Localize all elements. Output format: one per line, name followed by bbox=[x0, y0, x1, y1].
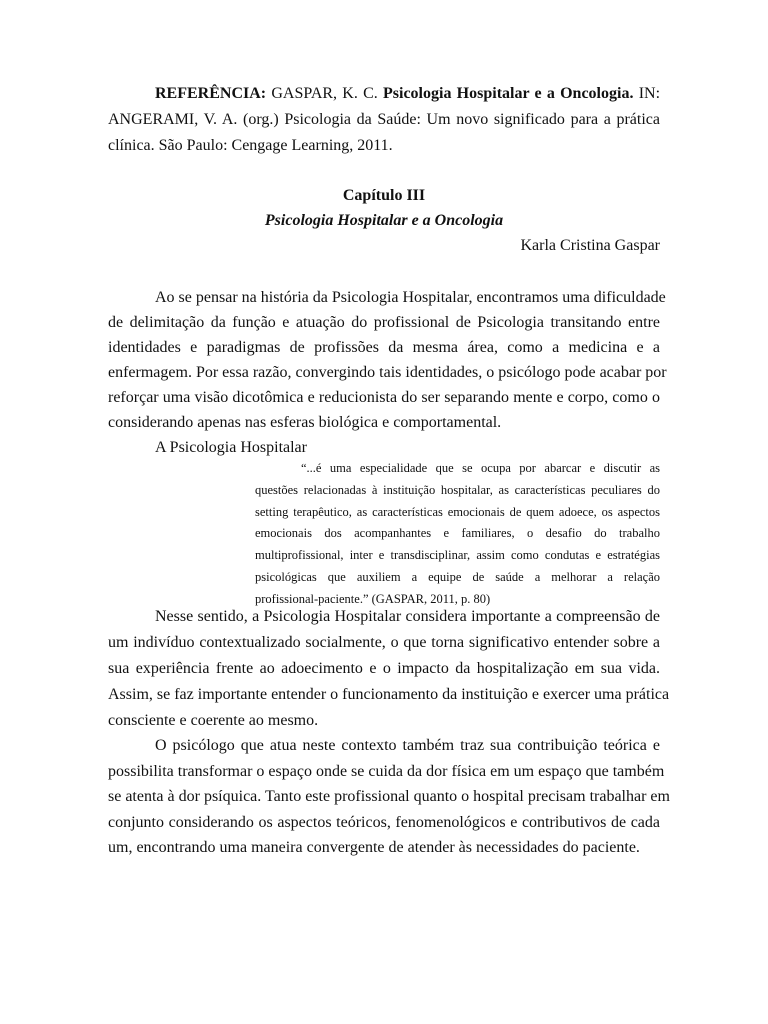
text-line: O psicólogo que atua neste contexto também traz sua contribuição teórica e bbox=[155, 737, 660, 754]
text-line: se atenta à dor psíquica. Tanto este profissional quanto o hospital precisam trabalhar em bbox=[108, 788, 670, 805]
reference-line-1 bbox=[108, 81, 660, 107]
paragraph-3 bbox=[108, 733, 670, 861]
reference-author: GASPAR, K. C. bbox=[271, 85, 378, 102]
text-line: consciente e coerente ao mesmo. bbox=[108, 712, 319, 729]
text-line: Assim, se faz importante entender o funcionamento da instituição e exercer uma prática bbox=[108, 686, 670, 703]
paragraph-2 bbox=[108, 604, 670, 734]
reference-in: IN: bbox=[638, 85, 661, 102]
subheading-text: A Psicologia Hospitalar bbox=[155, 439, 307, 456]
text-line: questões relacionadas à instituição hospitalar, as características peculiares do bbox=[255, 482, 660, 497]
chapter-author: Karla Cristina Gaspar bbox=[520, 237, 660, 254]
chapter-number-text: Capítulo III bbox=[342, 187, 426, 204]
chapter-header bbox=[108, 183, 660, 258]
reference-line-2: ANGERAMI, V. A. (org.) Psicologia da Saúde: Um novo significado para a prática bbox=[108, 111, 660, 128]
text-line: reforçar uma visão dicotômica e reducionista do ser separando mente e corpo, como o bbox=[108, 389, 660, 406]
reference-label: REFERÊNCIA: bbox=[155, 85, 267, 102]
text-line: de delimitação da função e atuação do profissional de Psicologia transitando entre bbox=[108, 314, 660, 331]
text-line: multiprofissional, inter e transdisciplinar, assim como condutas e estratégias bbox=[255, 548, 660, 563]
text-line: sua experiência frente ao adoecimento e o impacto da hospitalização em sua vida. bbox=[108, 660, 660, 677]
text-line: possibilita transformar o espaço onde se cuida da dor física em um espaço que também bbox=[108, 762, 665, 780]
text-line: emocionais dos acompanhantes e familiares, o desafio do trabalho bbox=[255, 526, 660, 541]
paragraph-1 bbox=[108, 285, 667, 435]
text-line: um indivíduo contextualizado socialmente, o que torna significativo entender sobre a bbox=[108, 634, 660, 651]
text-line: enfermagem. Por essa razão, convergindo tais identidades, o psicólogo pode acabar por bbox=[108, 364, 667, 381]
reference-line-3: clínica. São Paulo: Cengage Learning, 2011. bbox=[108, 137, 393, 154]
text-line: profissional-paciente.” (GASPAR, 2011, p. 80) bbox=[255, 591, 491, 606]
text-line: um, encontrando uma maneira convergente de atender às necessidades do paciente. bbox=[108, 839, 640, 856]
text-line: psicológicas que auxiliem a equipe de saúde a melhorar a relação bbox=[255, 569, 660, 584]
text-line: setting terapêutico, as características emocionais de quem adoece, os aspectos bbox=[255, 504, 660, 519]
text-line: Nesse sentido, a Psicologia Hospitalar considera importante a compreensão de bbox=[155, 608, 660, 625]
text-line: “...é uma especialidade que se ocupa por abarcar e discutir as bbox=[301, 461, 660, 475]
chapter-number bbox=[108, 183, 660, 208]
reference-title: Psicologia Hospitalar e a Oncologia. bbox=[383, 85, 634, 102]
reference-block bbox=[108, 81, 660, 159]
subheading bbox=[108, 435, 660, 460]
block-quote bbox=[255, 458, 660, 611]
chapter-title: Psicologia Hospitalar e a Oncologia bbox=[264, 212, 504, 229]
text-line: considerando apenas nas esferas biológica e comportamental. bbox=[108, 414, 502, 431]
text-line: Ao se pensar na história da Psicologia Hospitalar, encontramos uma dificuldade bbox=[155, 289, 666, 306]
text-line: identidades e paradigmas de profissões da mesma área, como a medicina e a bbox=[108, 339, 660, 356]
text-line: conjunto considerando os aspectos teóricos, fenomenológicos e contributivos de cada bbox=[108, 813, 660, 831]
